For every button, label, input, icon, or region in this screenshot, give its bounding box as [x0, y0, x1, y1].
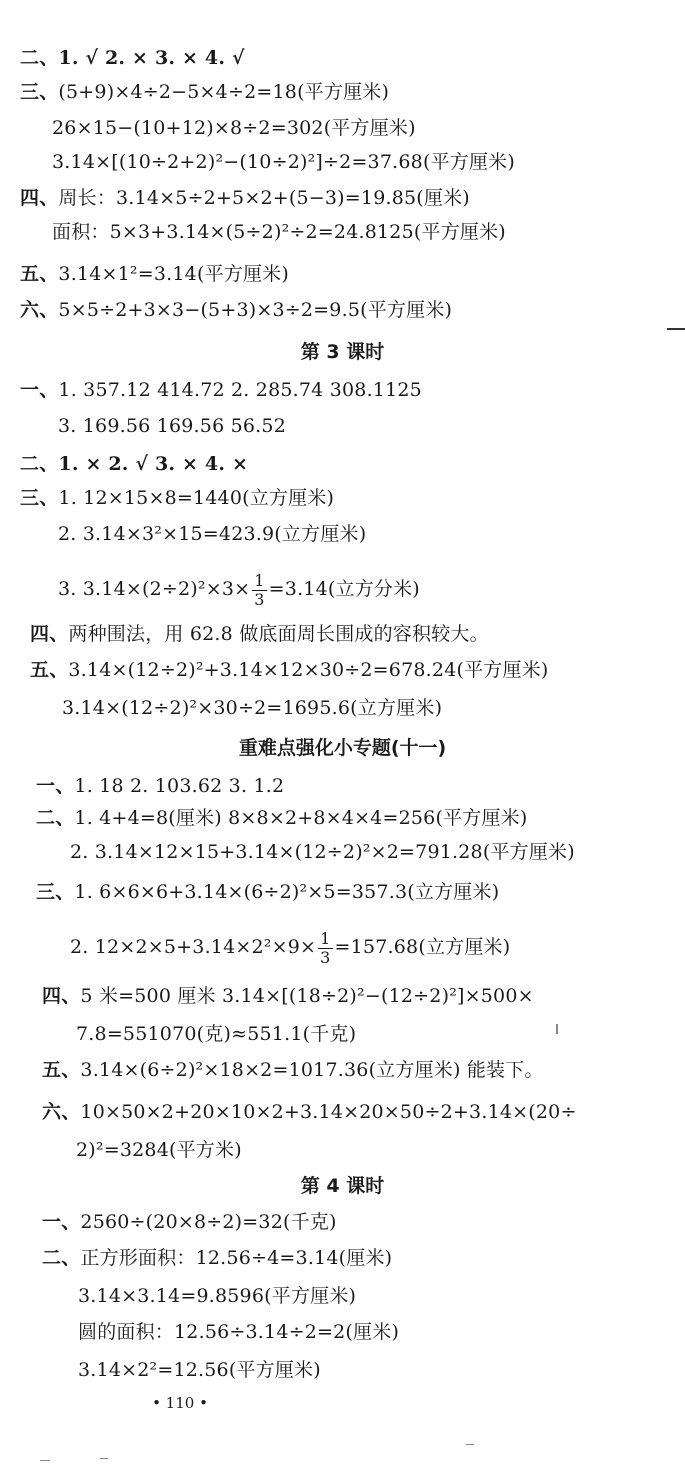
- page-number: • 110 •: [152, 1394, 208, 1412]
- answer-text: 5×5÷2+3×3−(5+3)×3÷2=9.5(平方厘米): [58, 299, 453, 321]
- answer-text: 3.14×[(10÷2+2)²−(10÷2)²]÷2=37.68(平方厘米): [52, 151, 515, 173]
- answer-text: 2. 3.14×3²×15=423.9(立方厘米): [58, 523, 367, 545]
- question-number: 二、: [36, 807, 75, 829]
- question-number: 四、: [20, 187, 59, 209]
- answer-text: (5+9)×4÷2−5×4÷2=18(平方厘米): [58, 81, 390, 103]
- answer-text: 10×50×2+20×10×2+3.14×20×50÷2+3.14×(20÷: [80, 1101, 577, 1123]
- answer-text: 2. 12×2×5+3.14×2²×9×: [70, 936, 317, 958]
- question-number: 四、: [30, 623, 69, 645]
- margin-mark: [667, 328, 685, 330]
- answer-line: [20, 486, 334, 510]
- answer-line: [78, 1284, 356, 1308]
- answer-text: 3.14×(6÷2)²×18×2=1017.36(立方厘米) 能装下。: [80, 1059, 544, 1081]
- answer-line: [42, 1246, 392, 1270]
- answer-line: [20, 80, 389, 104]
- fraction-denominator: 3: [320, 947, 331, 967]
- answer-line: [76, 1022, 356, 1046]
- answer-line: [78, 1320, 399, 1344]
- question-number: 一、: [36, 775, 75, 797]
- answer-text: 两种围法，用 62.8 做底面周长围成的容积较大。: [68, 623, 489, 645]
- answer-text: 2. 3.14×12×15+3.14×(12÷2)²×2=791.28(平方厘米): [70, 841, 575, 863]
- answer-text: 圆的面积：12.56÷3.14÷2=2(厘米): [78, 1321, 400, 1343]
- question-number: 一、: [42, 1211, 81, 1233]
- answer-line: [58, 414, 286, 438]
- question-number: 四、: [42, 985, 81, 1007]
- fraction-numerator: 1: [320, 928, 331, 948]
- question-number: 六、: [42, 1101, 81, 1123]
- answer-text: 3.14×(12÷2)²+3.14×12×30÷2=678.24(平方厘米): [68, 659, 549, 681]
- answer-text: 面积：5×3+3.14×(5÷2)²÷2=24.8125(平方厘米): [52, 221, 506, 243]
- answer-line: [42, 984, 534, 1008]
- answer-line: [20, 452, 248, 476]
- answer-line: [58, 522, 366, 546]
- scan-speck: [40, 1460, 50, 1461]
- section-heading-special-topic: 重难点强化小专题(十一): [238, 737, 447, 759]
- question-number: 五、: [30, 659, 69, 681]
- answer-line: [42, 1210, 337, 1234]
- scan-speck: [100, 1458, 108, 1459]
- question-number: 二、: [20, 453, 59, 475]
- fraction-denominator: 3: [254, 589, 265, 609]
- answer-text: =157.68(立方厘米): [334, 936, 511, 958]
- answer-text: 3. 3.14×(2÷2)²×3×: [58, 578, 251, 600]
- answer-text: 1. × 2. √ 3. × 4. ×: [58, 453, 249, 475]
- answer-line: [36, 880, 499, 904]
- answer-line: [42, 1058, 544, 1082]
- section-heading-lesson-4: 第 4 课时: [300, 1175, 385, 1197]
- answer-line: [20, 262, 289, 286]
- answer-text: 1. 6×6×6+3.14×(6÷2)²×5=357.3(立方厘米): [74, 881, 500, 903]
- fraction: [252, 572, 266, 609]
- scan-speck: [466, 1444, 474, 1445]
- answer-line: [30, 658, 549, 682]
- answer-line: [20, 46, 245, 70]
- answer-text: 3.14×2²=12.56(平方厘米): [78, 1359, 321, 1381]
- question-number: 三、: [20, 487, 59, 509]
- question-number: 五、: [20, 263, 59, 285]
- answer-text: 3.14×1²=3.14(平方厘米): [58, 263, 289, 285]
- answer-line: [58, 566, 420, 612]
- answer-text: 3.14×3.14=9.8596(平方厘米): [78, 1285, 357, 1307]
- question-number: 二、: [20, 47, 59, 69]
- answer-line: [20, 298, 452, 322]
- question-number: 三、: [20, 81, 59, 103]
- answer-line: [36, 806, 527, 830]
- section-heading-lesson-3: 第 3 课时: [300, 341, 385, 363]
- answer-line: [36, 774, 284, 798]
- answer-line: [20, 378, 422, 402]
- answer-line: [76, 1138, 242, 1162]
- fraction-numerator: 1: [254, 570, 265, 590]
- answer-line: [52, 150, 515, 174]
- answer-text: 3.14×(12÷2)²×30÷2=1695.6(立方厘米): [62, 697, 443, 719]
- question-number: 五、: [42, 1059, 81, 1081]
- question-number: 六、: [20, 299, 59, 321]
- answer-line: [20, 186, 470, 210]
- answer-text: 5 米=500 厘米 3.14×[(18÷2)²−(12÷2)²]×500×: [80, 985, 534, 1007]
- answer-text: 周长：3.14×5÷2+5×2+(5−3)=19.85(厘米): [58, 187, 470, 209]
- answer-text: =3.14(立方分米): [268, 578, 420, 600]
- answer-text: 2)²=3284(平方米): [76, 1139, 242, 1161]
- answer-text: 1. √ 2. × 3. × 4. √: [58, 47, 245, 69]
- answer-text: 2560÷(20×8÷2)=32(千克): [80, 1211, 337, 1233]
- question-number: 三、: [36, 881, 75, 903]
- answer-line: [42, 1100, 577, 1124]
- answer-text: 1. 12×15×8=1440(立方厘米): [58, 487, 335, 509]
- answer-line: [52, 220, 506, 244]
- scan-speck: [556, 1024, 558, 1034]
- answer-text: 1. 18 2. 103.62 3. 1.2: [74, 775, 285, 797]
- answer-line: [62, 696, 442, 720]
- answer-line: [78, 1358, 321, 1382]
- answer-line: [70, 924, 510, 970]
- answer-line: [30, 622, 489, 646]
- answer-text: 1. 4+4=8(厘米) 8×8×2+8×4×4=256(平方厘米): [74, 807, 528, 829]
- answer-text: 1. 357.12 414.72 2. 285.74 308.1125: [58, 379, 422, 401]
- fraction: [318, 930, 332, 967]
- answer-text: 26×15−(10+12)×8÷2=302(平方厘米): [52, 117, 416, 139]
- answer-text: 3. 169.56 169.56 56.52: [58, 415, 287, 437]
- answer-line: [52, 116, 416, 140]
- question-number: 一、: [20, 379, 59, 401]
- question-number: 二、: [42, 1247, 81, 1269]
- answer-text: 7.8=551070(克)≈551.1(千克): [76, 1023, 357, 1045]
- answer-text: 正方形面积：12.56÷4=3.14(厘米): [80, 1247, 393, 1269]
- answer-line: [70, 840, 575, 864]
